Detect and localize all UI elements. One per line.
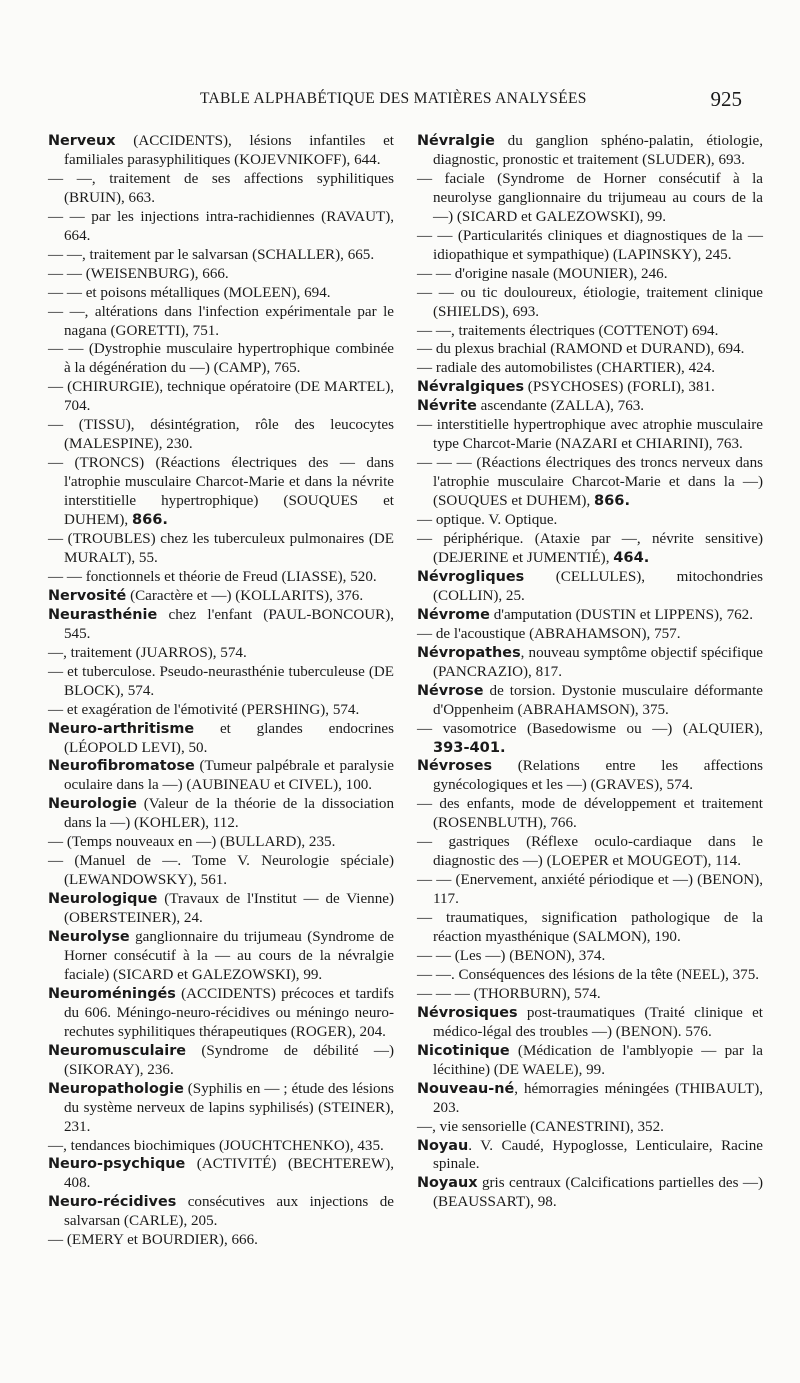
index-entry-text: — interstitielle hypertrophique avec atrophie musculaire type Charcot-Marie (NAZARI et CHIARINI), 763.: [417, 417, 763, 453]
index-entry-text: , hémorragies méningées (THIBAULT), 203.: [433, 1080, 763, 1116]
index-headword: Nouveau-né: [417, 1080, 515, 1097]
index-headword: Nervosité: [48, 587, 127, 604]
index-entry: [417, 1174, 763, 1212]
index-entry-text: (CELLULES), mitochondries (COLLIN), 25.: [433, 568, 763, 604]
index-entry-text: — — d'origine nasale (MOUNIER), 246.: [417, 265, 668, 282]
index-entry-text: ganglionnaire du trijumeau (Syndrome de Horner consécutif à la — au cours de la névralgie faciale) (SICARD et GALEZOWSKI), 99.: [64, 929, 394, 983]
index-entry-text: — —, traitements électriques (COTTENOT) 694.: [417, 322, 719, 339]
index-headword: Noyaux: [417, 1175, 478, 1192]
index-entry-text: (ACCIDENTS) précoces et tardifs du 606. Méningo-neuro-récidives ou méningo neuro-rechutes syphilitiques thérapeutiques (ROGER), 204.: [64, 985, 394, 1040]
index-entry: [48, 720, 394, 758]
index-entry-text: (Travaux de l'Institut — de Vienne) (OBERSTEINER), 24.: [64, 891, 394, 927]
index-headword: Neurologique: [48, 891, 158, 908]
index-entry-text: (Valeur de la théorie de la dissociation dans la —) (KOHLER), 112.: [64, 796, 394, 832]
index-entry: [48, 265, 394, 284]
index-entry-text: chez l'enfant (PAUL-BONCOUR), 545.: [64, 606, 394, 642]
index-entry: [48, 852, 394, 890]
index-entry-text: — (TROUBLES) chez les tuberculeux pulmonaires (DE MURALT), 55.: [48, 531, 394, 566]
index-headword: Neuro-récidives: [48, 1194, 177, 1211]
index-entry: [417, 909, 763, 947]
index-entry: [417, 340, 763, 359]
index-entry: [48, 568, 394, 587]
index-entry: [417, 530, 763, 568]
index-entry-text: — (TISSU), désintégration, rôle des leucocytes (MALESPINE), 230.: [48, 417, 394, 453]
index-entry: [48, 1193, 394, 1231]
index-entry: [417, 606, 763, 625]
index-headword: Neuro-psychique: [48, 1156, 186, 1173]
index-entry-text: — de l'acoustique (ABRAHAMSON), 757.: [417, 625, 681, 642]
index-headword: Noyau: [417, 1137, 469, 1154]
index-entry-text: (Syphilis en — ; étude des lésions du système nerveux de lapins syphilisés) (STEINER), 231.: [64, 1080, 394, 1135]
index-entry: [48, 1137, 394, 1156]
index-entry-text: — —, traitement de ses affections syphilitiques (BRUIN), 663.: [48, 170, 394, 206]
index-entry: [417, 511, 763, 530]
index-entry: [417, 416, 763, 454]
index-entry-text: — — (Particularités cliniques et diagnostiques de la — idiopathique et sympathique) (LAPINSKY), 245.: [417, 227, 763, 263]
index-entry: [48, 644, 394, 663]
index-headword: Nicotinique: [417, 1042, 510, 1059]
index-entry: [417, 1080, 763, 1118]
index-entry: [417, 947, 763, 966]
index-entry-text: — — fonctionnels et théorie de Freud (LIASSE), 520.: [48, 568, 377, 585]
index-entry-text: (ACTIVITÉ) (BECHTEREW), 408.: [64, 1156, 394, 1192]
index-entry-text: — — (Les —) (BENON), 374.: [417, 947, 606, 964]
index-entry: [417, 757, 763, 795]
index-entry: [417, 1118, 763, 1137]
index-headword: Neurasthénie: [48, 606, 158, 623]
index-entry-text: (Médication de l'amblyopie — par la lécithine) (DE WAELE), 99.: [433, 1042, 763, 1078]
index-entry-text: — et exagération de l'émotivité (PERSHING), 574.: [48, 701, 360, 718]
index-entry-text: — traumatiques, signification pathologique de la réaction myasthénique (SALMON), 190.: [417, 910, 763, 946]
index-entry-text: (Relations entre les affections gynécologiques et les —) (GRAVES), 574.: [433, 758, 763, 794]
index-entry: [417, 871, 763, 909]
index-headword: Névralgiques: [417, 379, 525, 396]
index-entry: [417, 454, 763, 511]
index-entry-text: ascendante (ZALLA), 763.: [476, 398, 645, 415]
index-headword: Névrogliques: [417, 568, 525, 585]
index-entry-text: — gastriques (Réflexe oculo-cardiaque dans le diagnostic des —) (LOEPER et MOUGEOT), 114.: [417, 834, 763, 870]
index-entry-text: — — — (Réactions électriques des troncs nerveux dans l'atrophie musculaire Charcot-Marie et dans la —) (SOUQUES et DUHEM),: [417, 455, 763, 510]
index-headword: Névropathes: [417, 644, 521, 661]
index-entry-text: (PSYCHOSES) (FORLI), 381.: [524, 379, 715, 396]
index-entry: [417, 795, 763, 833]
index-headword: Névroses: [417, 758, 493, 775]
index-entry-text: —, traitement (JUARROS), 574.: [48, 644, 247, 661]
index-entry: [417, 227, 763, 265]
index-entry-text: — — (Dystrophie musculaire hypertrophique combinée à la dégénération du —) (CAMP), 765.: [48, 341, 394, 377]
index-entry-text: du ganglion sphéno-palatin, étiologie, diagnostic, pronostic et traitement (SLUDER), 693.: [433, 133, 763, 168]
index-entry: [48, 663, 394, 701]
index-entry-text: — (Temps nouveaux en —) (BULLARD), 235.: [48, 834, 336, 851]
index-entry: [417, 1042, 763, 1080]
index-headword: Névrite: [417, 398, 477, 415]
index-entry: [417, 265, 763, 284]
index-entry: [48, 701, 394, 720]
index-entry: [48, 1231, 394, 1250]
index-entry-text: — — et poisons métalliques (MOLEEN), 694.: [48, 284, 331, 301]
index-entry-text: gris centraux (Calcifications partielles des —) (BEAUSSART), 98.: [433, 1175, 763, 1211]
index-headword: Neurolyse: [48, 929, 130, 946]
index-entry: [417, 132, 763, 170]
index-entry-text: d'amputation (DUSTIN et LIPPENS), 762.: [489, 606, 754, 623]
index-headword: Neuro-arthritisme: [48, 720, 195, 737]
index-headword: Neuroméningés: [48, 985, 176, 1002]
index-entry-text: — — (WEISENBURG), 666.: [48, 265, 229, 282]
index-entry: [417, 359, 763, 378]
index-entry-text: — faciale (Syndrome de Horner consécutif à la neurolyse ganglionnaire du trijumeau au cours de la —) (SICARD et GALEZOWSKI), 99.: [417, 170, 763, 225]
index-entry: [48, 1155, 394, 1193]
index-entry-text: et glandes endocrines (LÉOPOLD LEVI), 50.: [64, 720, 394, 756]
index-entry-text: — (CHIRURGIE), technique opératoire (DE MARTEL), 704.: [48, 379, 394, 415]
index-entry-text: — radiale des automobilistes (CHARTIER), 424.: [417, 360, 715, 377]
index-headword: Neuropathologie: [48, 1080, 184, 1097]
index-entry-text: (ACCIDENTS), lésions infantiles et familiales parasyphilitiques (KOJEVNIKOFF), 644.: [64, 133, 394, 168]
index-entry-text: post-traumatiques (Traité clinique et médico-légal des troubles —) (BENON). 576.: [433, 1004, 763, 1040]
index-entry: [48, 530, 394, 568]
index-entry-text: de torsion. Dystonie musculaire déformante d'Oppenheim (ABRAHAMSON), 375.: [433, 682, 763, 718]
index-entry-text: — — par les injections intra-rachidiennes (RAVAUT), 664.: [48, 208, 394, 244]
index-entry: [417, 397, 763, 416]
index-entry-text: (Syndrome de débilité —) (SIKORAY), 236.: [64, 1042, 394, 1078]
index-entry-text: — vasomotrice (Basedowisme ou —) (ALQUIER),: [417, 720, 763, 737]
index-entry: [417, 625, 763, 644]
index-entry: [48, 208, 394, 246]
index-entry-text: — des enfants, mode de développement et traitement (ROSENBLUTH), 766.: [417, 796, 763, 832]
index-entry-text: — (Manuel de —. Tome V. Neurologie spéciale) (LEWANDOWSKY), 561.: [48, 853, 394, 889]
index-headword: Névrose: [417, 682, 484, 699]
index-entry-text: (Caractère et —) (KOLLARITS), 376.: [126, 587, 364, 604]
index-headword: Névralgie: [417, 133, 495, 149]
index-entry-text: — optique. V. Optique.: [417, 512, 558, 529]
index-entry-text: — —, altérations dans l'infection expérimentale par le nagana (GORETTI), 751.: [48, 303, 394, 339]
index-entry: [417, 966, 763, 985]
left-column: [48, 132, 394, 1250]
index-entry: [48, 132, 394, 170]
index-headword: Neurologie: [48, 796, 137, 813]
index-entry: [417, 170, 763, 227]
running-title: TABLE ALPHABÉTIQUE DES MATIÈRES ANALYSÉES: [200, 90, 587, 107]
index-entry: [417, 568, 763, 606]
index-entry: [48, 795, 394, 833]
index-headword: Névrome: [417, 606, 490, 623]
index-entry: [417, 322, 763, 341]
index-entry-text: — — (Enervement, anxiété périodique et —) (BENON), 117.: [417, 872, 763, 908]
index-entry-text: —, vie sensorielle (CANESTRINI), 352.: [417, 1118, 664, 1135]
index-entry: [48, 757, 394, 795]
index-entry-text: — (TRONCS) (Réactions électriques des — dans l'atrophie musculaire Charcot-Marie et dans la névrite interstitielle hypertrophique) (SOUQUES et DUHEM),: [48, 455, 394, 529]
index-entry-text: (Tumeur palpébrale et paralysie oculaire dans la —) (AUBINEAU et CIVEL), 100.: [64, 758, 394, 794]
index-entry-text: — (EMERY et BOURDIER), 666.: [48, 1232, 258, 1249]
index-entry: [417, 720, 763, 758]
index-entry: [417, 284, 763, 322]
index-entry-text: — périphérique. (Ataxie par —, névrite sensitive) (DEJERINE et JUMENTIÉ),: [417, 531, 763, 566]
index-entry-text: — —, traitement par le salvarsan (SCHALLER), 665.: [48, 246, 375, 263]
index-entry-text: — et tuberculose. Pseudo-neurasthénie tuberculeuse (DE BLOCK), 574.: [48, 663, 394, 699]
index-headword: Neuromusculaire: [48, 1042, 187, 1059]
index-entry: [48, 246, 394, 265]
index-entry-text: . V. Caudé, Hypoglosse, Lenticulaire, Racine spinale.: [433, 1137, 763, 1173]
index-entry: [48, 284, 394, 303]
index-entry-text: —, tendances biochimiques (JOUCHTCHENKO), 435.: [48, 1137, 384, 1154]
index-entry: [417, 985, 763, 1004]
index-entry: [417, 1137, 763, 1175]
index-entry: [48, 170, 394, 208]
index-entry-text: — — — (THORBURN), 574.: [417, 985, 601, 1002]
index-entry: [417, 378, 763, 397]
right-column: [417, 132, 763, 1212]
index-entry-bold-page: 464.: [613, 548, 650, 566]
index-headword: Neurofibromatose: [48, 758, 195, 775]
index-entry: [48, 606, 394, 644]
index-entry: [48, 303, 394, 341]
index-entry: [48, 340, 394, 378]
running-head: [0, 88, 800, 112]
index-entry: [48, 1042, 394, 1080]
index-entry: [48, 833, 394, 852]
index-entry-bold-page: 866.: [131, 511, 168, 529]
index-entry: [48, 454, 394, 530]
index-entry: [48, 416, 394, 454]
index-entry-bold-page: 393-401.: [433, 738, 506, 756]
index-entry: [417, 644, 763, 682]
index-headword: Nerveux: [48, 133, 116, 149]
index-entry: [417, 682, 763, 720]
index-entry: [48, 378, 394, 416]
index-entry: [48, 890, 394, 928]
index-entry: [417, 1004, 763, 1042]
index-headword: Névrosiques: [417, 1004, 518, 1021]
index-entry: [48, 985, 394, 1042]
index-entry-bold-page: 866.: [594, 492, 631, 510]
index-entry-text: consécutives aux injections de salvarsan (CARLE), 205.: [64, 1194, 394, 1230]
index-entry-text: — — ou tic douloureux, étiologie, traitement clinique (SHIELDS), 693.: [417, 284, 763, 320]
index-entry-text: — —. Conséquences des lésions de la tête (NEEL), 375.: [417, 966, 760, 983]
index-entry-text: , nouveau symptôme objectif spécifique (PANCRAZIO), 817.: [433, 644, 763, 680]
index-entry-text: — du plexus brachial (RAMOND et DURAND), 694.: [417, 341, 745, 358]
index-entry: [417, 833, 763, 871]
index-entry: [48, 928, 394, 985]
page-number: 925: [710, 87, 742, 111]
index-entry: [48, 1080, 394, 1137]
index-entry: [48, 587, 394, 606]
